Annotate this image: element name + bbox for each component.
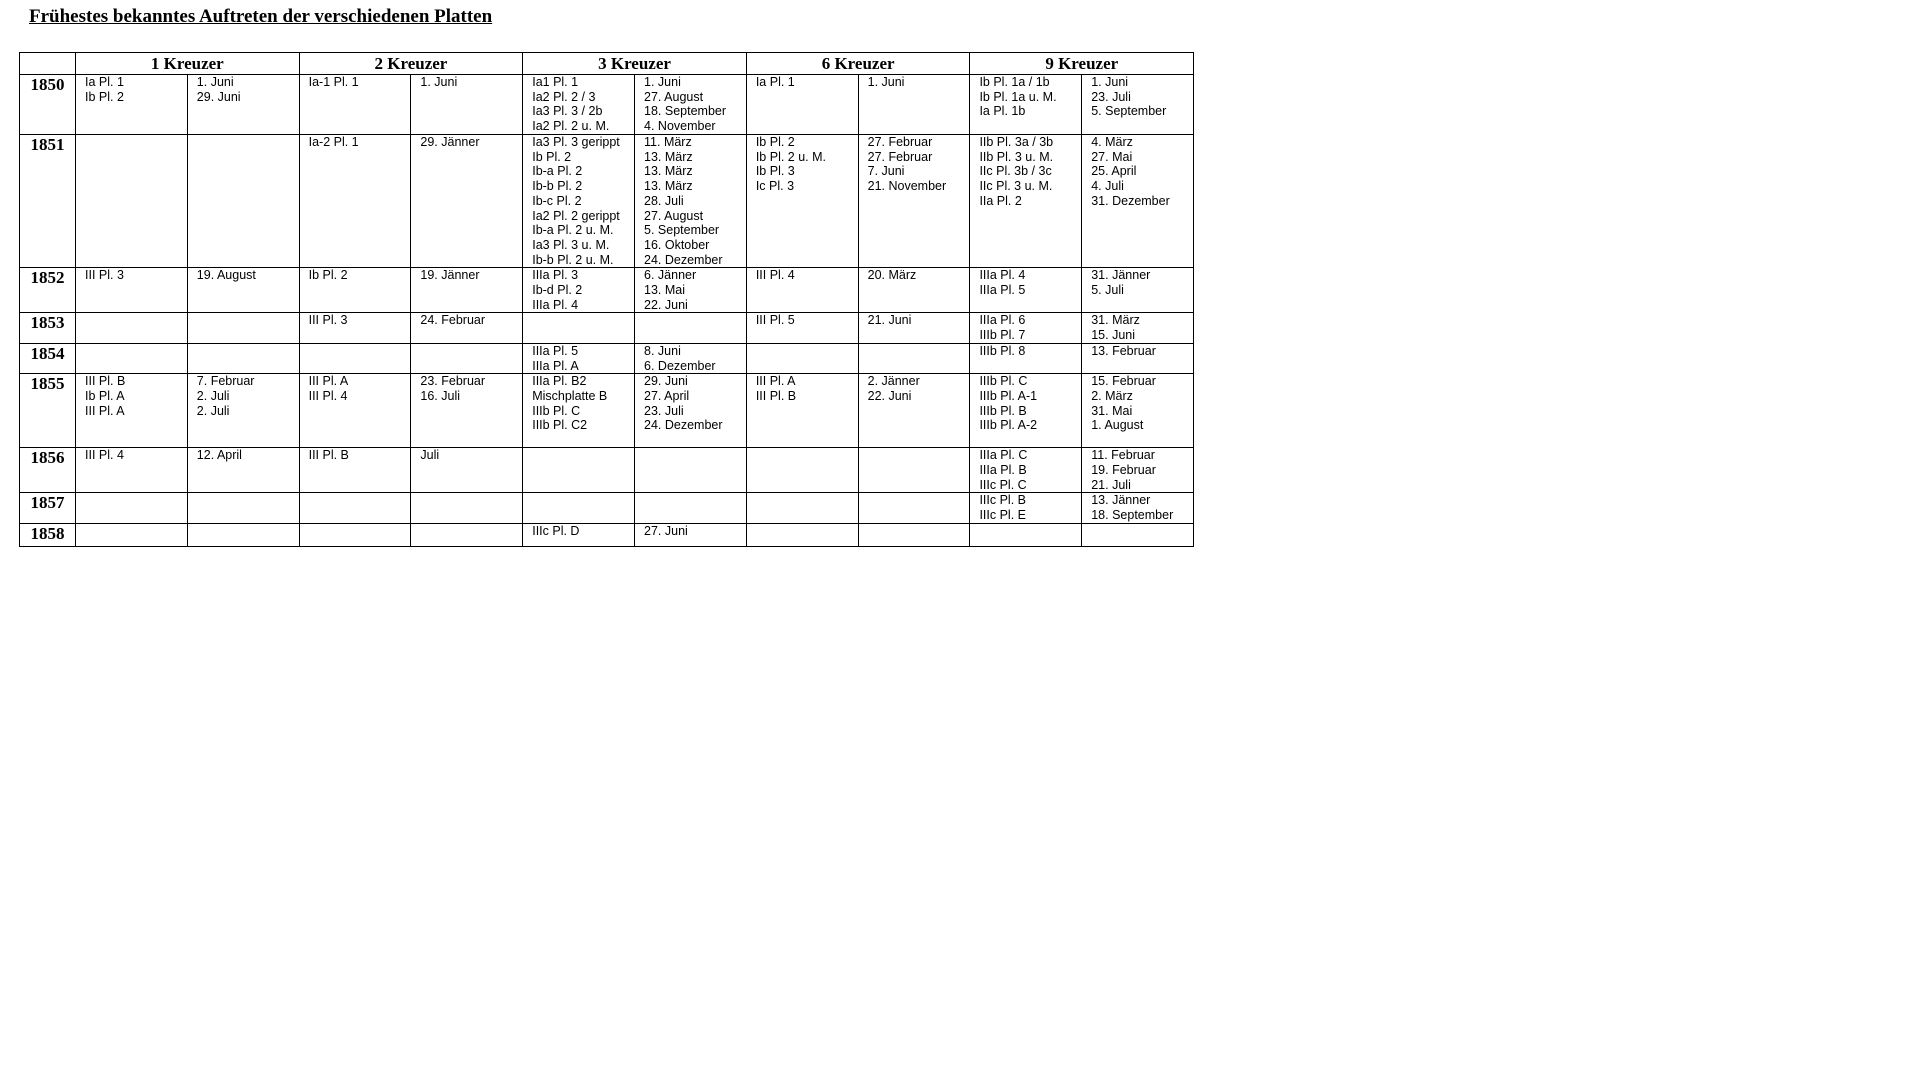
date-entry: 5. September (644, 223, 720, 238)
plate-cell (970, 313, 1082, 343)
plate-cell (523, 135, 635, 268)
plate-cell (970, 493, 1082, 523)
date-cell (411, 75, 523, 135)
plate-entry: III Pl. A (308, 374, 349, 389)
date-entry: 5. Juli (1091, 283, 1124, 298)
date-entry: 1. Juni (644, 75, 681, 89)
plate-cell (76, 268, 188, 313)
date-entry: 2. März (1091, 388, 1133, 403)
plate-entry: Ia3 Pl. 3 gerippt (532, 135, 620, 149)
date-entry: 11. März (644, 135, 692, 149)
plate-entry: Ia1 Pl. 1 (532, 75, 579, 89)
plate-entry: IIIb Pl. A-2 (979, 418, 1038, 433)
year-cell: 1856 (20, 448, 76, 493)
date-entry: 19. August (196, 268, 256, 283)
plate-cell (299, 313, 411, 343)
plate-entry: IIIa Pl. A (532, 358, 579, 373)
plate-entry: III Pl. 3 (308, 313, 348, 328)
plate-entry: IIIc Pl. E (979, 508, 1026, 523)
table-row (20, 448, 1194, 493)
plate-entry: Ib-a Pl. 2 (532, 164, 583, 179)
date-entry: 31. Dezember (1091, 193, 1170, 208)
date-cell (1082, 75, 1194, 135)
plate-entry: IIIa Pl. B (979, 462, 1027, 477)
plate-entry: Ib Pl. 2 u. M. (755, 149, 826, 164)
header-row (20, 53, 1194, 75)
plate-entry: IIIb Pl. C (532, 403, 581, 418)
plate-cell (970, 448, 1082, 493)
date-entry: 22. Juni (644, 297, 688, 312)
date-entry: 31. Jänner (1091, 268, 1151, 283)
plate-cell (970, 374, 1082, 448)
date-entry: 16. Oktober (644, 237, 710, 252)
date-cell (187, 374, 299, 448)
date-entry: 18. September (644, 104, 727, 119)
date-cell (858, 135, 970, 268)
plate-entry: IIIa Pl. 4 (532, 297, 579, 312)
plate-entry: IIIa Pl. 3 (532, 268, 579, 283)
plate-entry: IIIc Pl. D (532, 523, 580, 538)
plate-cell (746, 343, 858, 373)
header-2-kreuzer: 2 Kreuzer (299, 53, 523, 75)
plate-cell (746, 493, 858, 523)
plate-entry: Ib Pl. A (85, 388, 125, 403)
plate-cell (299, 135, 411, 268)
date-entry: 1. August (1091, 418, 1144, 433)
table-row (20, 493, 1194, 523)
plate-entry: III Pl. B (308, 448, 349, 463)
plate-entry: IIIa Pl. 5 (979, 283, 1026, 298)
date-entry: 6. Jänner (644, 268, 697, 283)
plate-entry: IIb Pl. 3a / 3b (979, 135, 1054, 149)
date-cell (858, 523, 970, 546)
date-entry: 13. Februar (1091, 343, 1156, 358)
plate-entry: Ib-c Pl. 2 (532, 193, 582, 208)
date-cell (1082, 523, 1194, 546)
plate-entry: Ia2 Pl. 2 gerippt (532, 208, 620, 223)
plate-entry: III Pl. B (85, 374, 126, 389)
date-cell (1082, 268, 1194, 313)
plate-cell (76, 448, 188, 493)
plate-entry: Ib-d Pl. 2 (532, 283, 583, 298)
plate-entry: IIIa Pl. 5 (532, 343, 579, 358)
plate-cell (299, 374, 411, 448)
plate-cell (746, 135, 858, 268)
date-cell (187, 523, 299, 546)
plate-entry: Ia2 Pl. 2 u. M. (532, 119, 610, 134)
date-entry: 2. Jänner (867, 374, 920, 389)
plate-entry: Ia-2 Pl. 1 (308, 135, 359, 149)
date-cell (187, 268, 299, 313)
plate-entry: Ic Pl. 3 (755, 179, 795, 194)
date-entry: 7. Juni (867, 164, 905, 179)
date-cell (635, 313, 747, 343)
date-entry: 24. Februar (420, 313, 486, 328)
date-entry: 11. Februar (1091, 448, 1155, 463)
date-entry: 24. Dezember (644, 252, 723, 267)
plate-entry: IIIc Pl. C (979, 477, 1027, 492)
plate-entry: III Pl. 4 (308, 388, 348, 403)
plate-cell (970, 343, 1082, 373)
year-cell: 1857 (20, 493, 76, 523)
year-cell: 1851 (20, 135, 76, 268)
date-entry: 21. Juli (1091, 477, 1131, 492)
plate-cell (76, 493, 188, 523)
date-cell (411, 313, 523, 343)
date-cell (1082, 374, 1194, 448)
plate-entry: IIIa Pl. B2 (532, 374, 587, 389)
plate-cell (523, 523, 635, 546)
plate-entry: IIa Pl. 2 (979, 193, 1022, 208)
table-row (20, 374, 1194, 448)
date-cell (858, 343, 970, 373)
year-cell: 1852 (20, 268, 76, 313)
plate-cell (746, 75, 858, 135)
plate-cell (299, 493, 411, 523)
plate-cell (970, 75, 1082, 135)
date-entry: 23. Juli (644, 403, 684, 418)
plate-entry: IIIc Pl. B (979, 493, 1026, 508)
plate-entry: Ia-1 Pl. 1 (308, 75, 359, 89)
plate-entry: Ib Pl. 1a u. M. (979, 89, 1057, 104)
year-cell: 1858 (20, 523, 76, 546)
plate-entry: IIIb Pl. 7 (979, 328, 1026, 343)
plate-entry: Ib Pl. 2 (85, 89, 124, 104)
plate-cell (523, 268, 635, 313)
date-cell (635, 448, 747, 493)
plate-cell (76, 374, 188, 448)
plate-cell (299, 523, 411, 546)
plate-entry: Ib Pl. 2 (755, 135, 795, 149)
date-cell (411, 523, 523, 546)
date-cell (858, 374, 970, 448)
date-entry: 27. Mai (1091, 149, 1133, 164)
corner-cell (20, 53, 76, 75)
date-entry: 29. Juni (644, 374, 688, 389)
plate-entry: IIIb Pl. C (979, 374, 1028, 389)
plates-table (19, 52, 1194, 547)
date-cell (411, 343, 523, 373)
plate-cell (76, 313, 188, 343)
date-entry: 21. Juni (867, 313, 912, 328)
date-entry: 29. Jänner (420, 135, 480, 149)
plate-entry: Ia Pl. 1b (979, 104, 1026, 119)
date-entry: 18. September (1091, 508, 1174, 523)
date-cell (635, 268, 747, 313)
header-3-kreuzer: 3 Kreuzer (523, 53, 747, 75)
date-entry: 13. März (644, 179, 693, 194)
plate-entry: Ib Pl. 2 (532, 149, 572, 164)
date-cell (1082, 448, 1194, 493)
date-cell (635, 493, 747, 523)
date-entry: 7. Februar (196, 374, 255, 389)
date-entry: 24. Dezember (644, 418, 723, 433)
plate-entry: III Pl. 4 (755, 268, 795, 283)
table-row (20, 75, 1194, 135)
date-entry: 27. August (644, 208, 704, 223)
plate-entry: Ib-b Pl. 2 u. M. (532, 252, 614, 267)
plate-entry: IIIb Pl. A-1 (979, 388, 1038, 403)
date-entry: 22. Juni (867, 388, 912, 403)
plate-entry: IIb Pl. 3 u. M. (979, 149, 1054, 164)
date-entry: 4. Juli (1091, 179, 1124, 194)
date-entry: 29. Juni (196, 89, 241, 104)
date-entry: 31. März (1091, 313, 1140, 328)
date-cell (635, 523, 747, 546)
date-entry: 16. Juli (420, 388, 461, 403)
document-title: Frühestes bekanntes Auftreten der verschiedenen Platten (29, 6, 493, 27)
plate-cell (970, 523, 1082, 546)
year-cell: 1850 (20, 75, 76, 135)
plate-cell (523, 313, 635, 343)
plate-cell (970, 268, 1082, 313)
date-entry: 19. Jänner (420, 268, 480, 283)
plate-entry: IIc Pl. 3b / 3c (979, 164, 1052, 179)
table-row (20, 313, 1194, 343)
plate-cell (746, 374, 858, 448)
date-cell (858, 268, 970, 313)
year-cell: 1854 (20, 343, 76, 373)
date-entry: 13. März (644, 164, 693, 179)
plate-entry: IIIb Pl. B (979, 403, 1027, 418)
year-cell: 1855 (20, 374, 76, 448)
plate-cell (970, 135, 1082, 268)
header-6-kreuzer: 6 Kreuzer (746, 53, 970, 75)
plate-cell (746, 448, 858, 493)
date-entry: 1. Juni (1091, 75, 1129, 89)
date-entry: 2. Juli (196, 403, 230, 418)
plate-entry: III Pl. A (755, 374, 796, 389)
date-entry: 8. Juni (644, 343, 681, 358)
date-cell (187, 313, 299, 343)
plate-cell (299, 75, 411, 135)
plate-entry: IIIb Pl. 8 (979, 343, 1026, 358)
date-cell (187, 135, 299, 268)
plate-cell (523, 75, 635, 135)
date-cell (187, 493, 299, 523)
date-cell (635, 374, 747, 448)
plate-entry: III Pl. A (85, 403, 125, 418)
date-entry: 20. März (867, 268, 917, 283)
plate-entry: III Pl. 3 (85, 268, 124, 283)
plate-entry: IIIa Pl. 4 (979, 268, 1026, 283)
date-entry: 27. August (644, 89, 704, 104)
date-entry: 5. September (1091, 104, 1167, 119)
date-cell (635, 343, 747, 373)
date-entry: 31. Mai (1091, 403, 1133, 418)
plate-entry: IIIa Pl. 6 (979, 313, 1026, 328)
date-cell (411, 448, 523, 493)
plate-entry: IIc Pl. 3 u. M. (979, 179, 1053, 194)
date-cell (187, 448, 299, 493)
date-entry: 27. Juni (644, 523, 688, 538)
date-entry: 2. Juli (196, 388, 230, 403)
date-cell (858, 448, 970, 493)
plate-cell (746, 268, 858, 313)
date-entry: 12. April (196, 448, 242, 463)
date-entry: 15. Februar (1091, 374, 1156, 389)
plate-cell (76, 343, 188, 373)
plate-entry: Ib-a Pl. 2 u. M. (532, 223, 614, 238)
date-cell (1082, 343, 1194, 373)
date-entry: 15. Juni (1091, 328, 1136, 343)
date-entry: 6. Dezember (644, 358, 716, 373)
plate-entry: Ib Pl. 3 (755, 164, 795, 179)
plate-cell (299, 268, 411, 313)
plate-cell (76, 75, 188, 135)
date-cell (1082, 135, 1194, 268)
date-cell (411, 268, 523, 313)
plate-cell (746, 523, 858, 546)
plate-entry: III Pl. 4 (85, 448, 124, 463)
plate-entry: Mischplatte B (532, 388, 608, 403)
date-entry: 4. November (644, 119, 716, 134)
date-cell (411, 135, 523, 268)
plate-cell (523, 374, 635, 448)
date-entry: 27. April (644, 388, 690, 403)
plate-cell (299, 448, 411, 493)
plate-cell (523, 493, 635, 523)
date-cell (187, 75, 299, 135)
date-entry: 28. Juli (644, 193, 684, 208)
plate-cell (523, 343, 635, 373)
date-entry: 27. Februar (867, 149, 933, 164)
date-entry: 27. Februar (867, 135, 933, 149)
date-cell (411, 374, 523, 448)
date-entry: 23. Juli (1091, 89, 1131, 104)
plate-entry: IIIb Pl. C2 (532, 418, 588, 433)
plate-cell (76, 523, 188, 546)
date-entry: 4. März (1091, 135, 1133, 149)
plate-entry: Ib Pl. 2 (308, 268, 348, 283)
date-cell (858, 493, 970, 523)
year-cell: 1853 (20, 313, 76, 343)
date-cell (1082, 493, 1194, 523)
plate-entry: Ia Pl. 1 (85, 75, 124, 89)
date-cell (187, 343, 299, 373)
date-entry: 21. November (867, 179, 947, 194)
date-cell (635, 75, 747, 135)
plate-cell (299, 343, 411, 373)
date-entry: 13. März (644, 149, 693, 164)
date-entry: 1. Juni (196, 75, 234, 89)
plate-entry: Ib Pl. 1a / 1b (979, 75, 1050, 89)
header-9-kreuzer: 9 Kreuzer (970, 53, 1194, 75)
table-row (20, 268, 1194, 313)
date-entry: 25. April (1091, 164, 1137, 179)
plate-entry: Ia3 Pl. 3 u. M. (532, 237, 610, 252)
plate-cell (523, 448, 635, 493)
plate-entry: IIIa Pl. C (979, 448, 1028, 463)
date-entry: 23. Februar (420, 374, 486, 389)
date-cell (858, 75, 970, 135)
table-row (20, 523, 1194, 546)
header-1-kreuzer: 1 Kreuzer (76, 53, 300, 75)
date-entry: 1. Juni (420, 75, 458, 89)
plate-entry: III Pl. 5 (755, 313, 795, 328)
plate-entry: Ia Pl. 1 (755, 75, 795, 89)
date-cell (858, 313, 970, 343)
plate-entry: Ia2 Pl. 2 / 3 (532, 89, 596, 104)
date-cell (635, 135, 747, 268)
date-cell (1082, 313, 1194, 343)
plate-cell (746, 313, 858, 343)
date-entry: 13. Jänner (1091, 493, 1151, 508)
date-entry: Juli (420, 448, 440, 463)
table-row (20, 135, 1194, 268)
date-entry: 13. Mai (644, 283, 686, 298)
table-row (20, 343, 1194, 373)
date-entry: 19. Februar (1091, 462, 1156, 477)
plate-cell (76, 135, 188, 268)
date-entry: 1. Juni (867, 75, 905, 89)
plate-entry: Ib-b Pl. 2 (532, 179, 583, 194)
plate-entry: Ia3 Pl. 3 / 2b (532, 104, 603, 119)
date-cell (411, 493, 523, 523)
plate-entry: III Pl. B (755, 388, 797, 403)
